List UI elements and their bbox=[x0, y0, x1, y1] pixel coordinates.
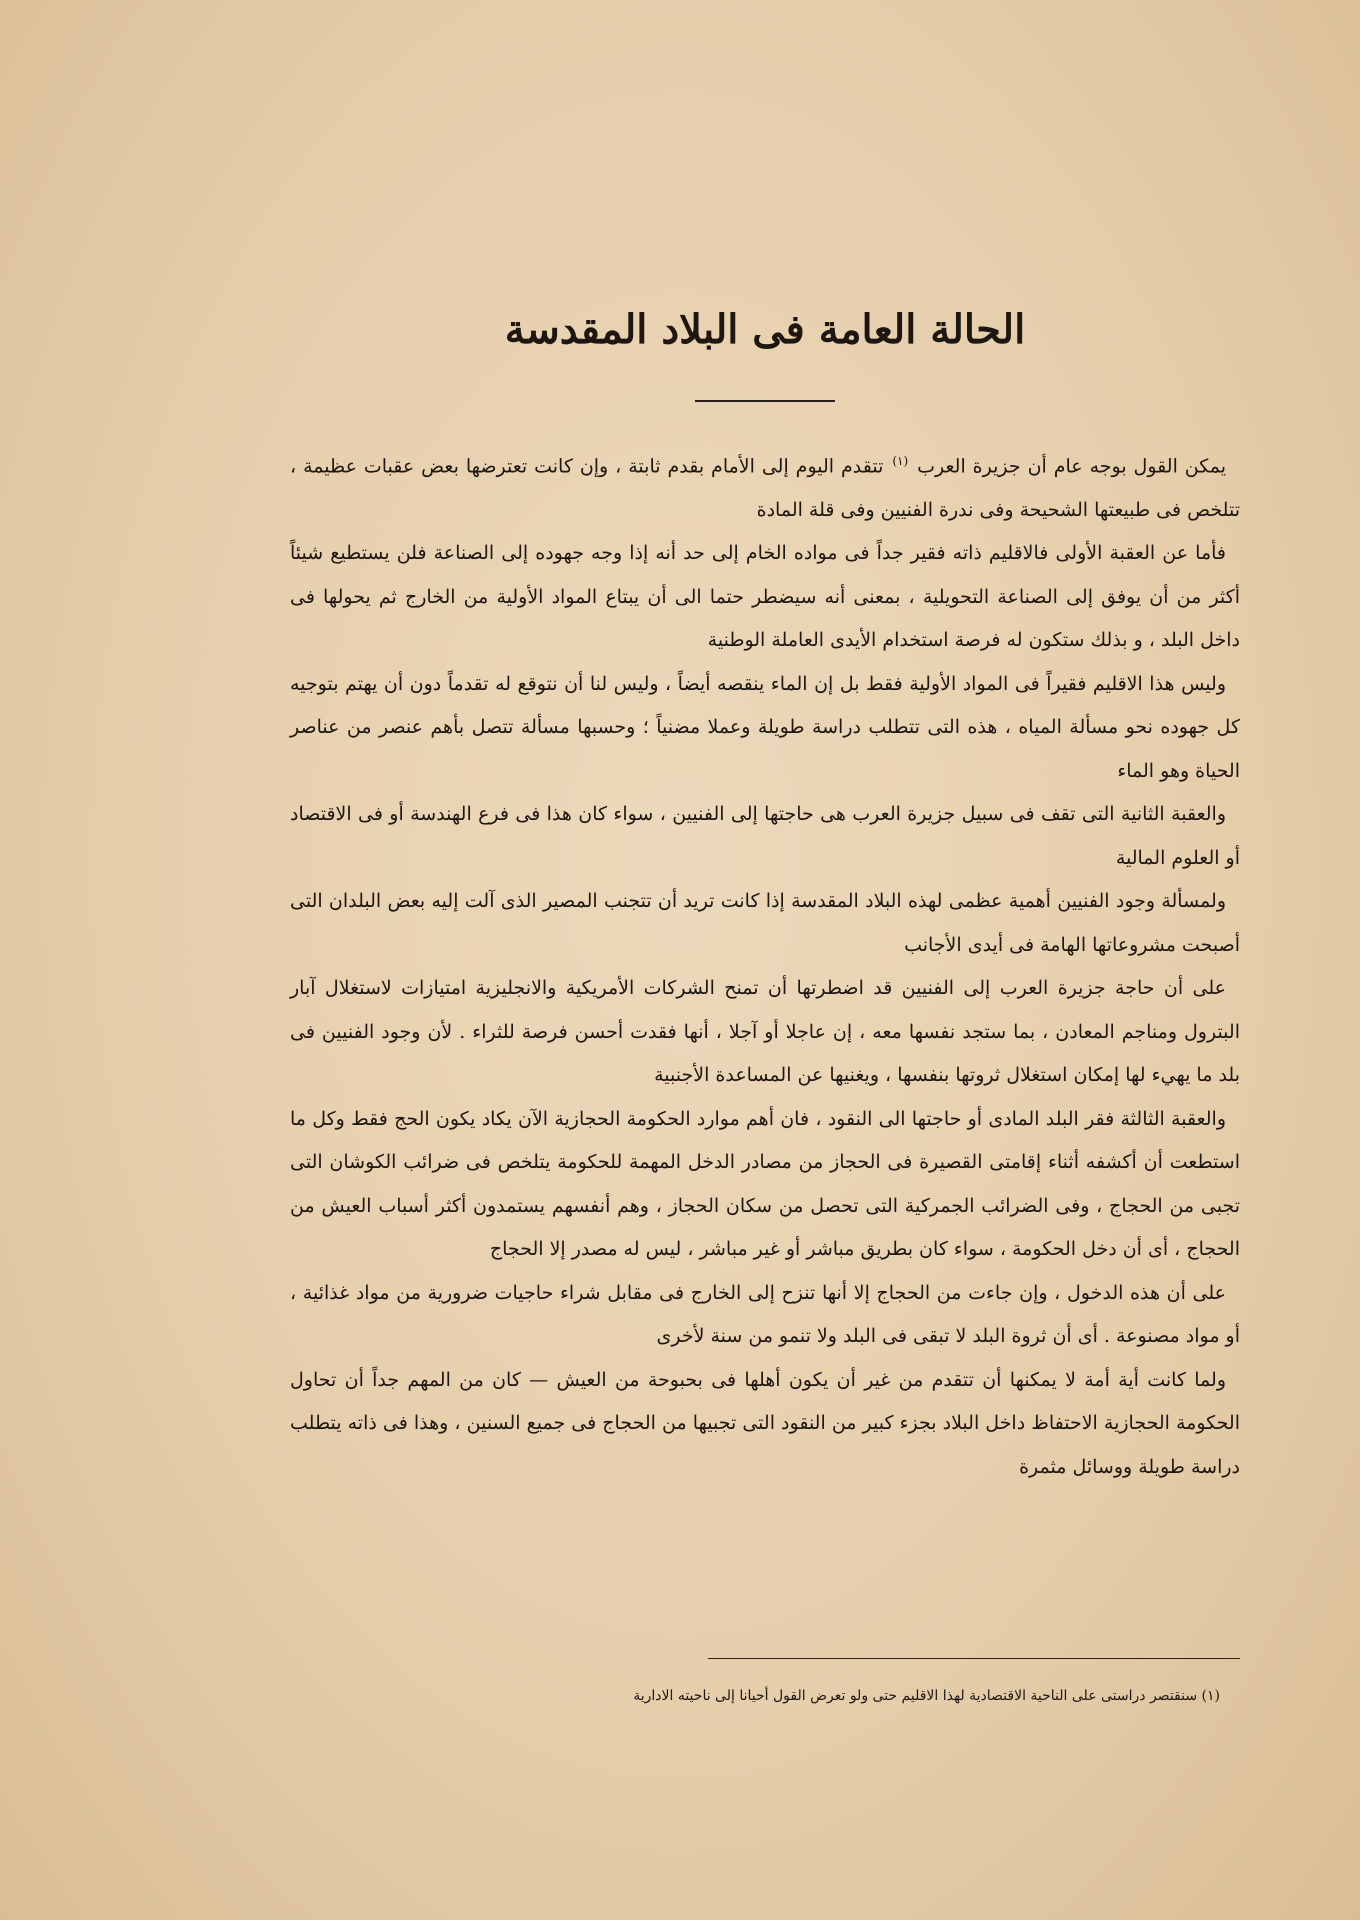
page-title: الحالة العامة فى البلاد المقدسة bbox=[504, 306, 1026, 353]
paragraph-1-text-end: تتقدم اليوم إلى الأمام بقدم ثابتة ، وإن كانت تعترضها بعض عقبات عظيمة ، تتلخص فى طبيعتها الشحيحة وفى ندرة الفنيين وفى قلة المادة bbox=[290, 455, 1240, 521]
paragraph-5: ولمسألة وجود الفنيين أهمية عظمى لهذه البلاد المقدسة إذا كانت تريد أن تتجنب المصير الذى آلت إليه بعض البلدان التى أصبحت مشروعاتها الهامة فى أيدى الأجانب bbox=[290, 890, 1240, 956]
paragraph-3: وليس هذا الاقليم فقيراً فى المواد الأولية فقط بل إن الماء ينقصه أيضاً ، وليس لنا أن نتوقع له تقدماً دون أن يهتم بتوجيه كل جهوده نحو مسألة المياه ، هذه التى تتطلب دراسة طويلة وعملا مضنياً ؛ وحسبها مسألة تتصل بأهم عنصر من عناصر الحياة وهو الماء bbox=[290, 672, 1240, 782]
paragraph-2: فأما عن العقبة الأولى فالاقليم ذاته فقير جداً فى مواده الخام إلى حد أنه إذا وجه جهوده إلى الصناعة فلن يستطيع شيئاً أكثر من أن يوفق إلى الصناعة التحويلية ، بمعنى أنه سيضطر حتما الى أن يبتاع المواد الأولية من الخارج ثم يحولها فى داخل البلد ، و بذلك ستكون له فرصة استخدام الأيدى العاملة الوطنية bbox=[290, 542, 1240, 652]
paragraph-1 bbox=[290, 440, 1240, 532]
footnote-reference: (١) bbox=[892, 454, 909, 468]
paragraph-7: والعقبة الثالثة فقر البلد المادى أو حاجتها الى النقود ، فان أهم موارد الحكومة الحجازية الآن يكاد يكون الحج فقط وكل ما استطعت أن أكشفه أثناء إقامتى القصيرة فى الحجاز من مصادر الدخل المهمة للحكومة يتلخص فى ضرائب الكوشان التى تجبى من الحجاج ، وفى الضرائب الجمركية التى تحصل من سكان الحجاز ، وهم أنفسهم يستمدون أكثر أسباب العيش من الحجاج ، أى أن دخل الحكومة ، سواء كان بطريق مباشر أو غير مباشر ، ليس له مصدر إلا الحجاج bbox=[290, 1107, 1240, 1261]
paragraph-1-text-start: يمكن القول بوجه عام أن جزيرة العرب bbox=[917, 455, 1227, 478]
paragraph-6: على أن حاجة جزيرة العرب إلى الفنيين قد اضطرتها أن تمنح الشركات الأمريكية والانجليزية امتيازات لاستغلال آبار البترول ومناجم المعادن ، بما ستجد نفسها معه ، إن عاجلا أو آجلا ، أنها فقدت أحسن فرصة للثراء . لأن وجود الفنيين فى بلد ما يهيء لها إمكان استغلال ثروتها بنفسها ، ويغنيها عن المساعدة الأجنبية bbox=[290, 977, 1240, 1087]
paragraph-9: ولما كانت أية أمة لا يمكنها أن تتقدم من غير أن يكون أهلها فى بحبوحة من العيش — كان من المهم جداً أن تحاول الحكومة الحجازية الاحتفاظ داخل البلاد بجزء كبير من النقود التى تجبيها من الحجاج فى جميع السنين ، وهذا فى ذاته يتطلب دراسة طويلة ووسائل مثمرة bbox=[290, 1368, 1240, 1478]
paragraph-4: والعقبة الثانية التى تقف فى سبيل جزيرة العرب هى حاجتها إلى الفنيين ، سواء كان هذا فى فرع الهندسة أو فى الاقتصاد أو العلوم المالية bbox=[290, 803, 1240, 869]
footnote-divider bbox=[708, 1658, 1240, 1659]
paragraph-8: على أن هذه الدخول ، وإن جاءت من الحجاج إلا أنها تنزح إلى الخارج فى مقابل شراء حاجيات ضرورية من مواد غذائية ، أو مواد مصنوعة . أى أن ثروة البلد لا تبقى فى البلد ولا تنمو من سنة لأخرى bbox=[290, 1281, 1240, 1348]
title-divider bbox=[695, 400, 835, 402]
article-body bbox=[290, 300, 1240, 1489]
footnote: (١) سنقتصر دراستى على الناحية الاقتصادية لهذا الاقليم حتى ولو تعرض القول أحيانا إلى ناحيته الادارية bbox=[633, 1688, 1220, 1704]
